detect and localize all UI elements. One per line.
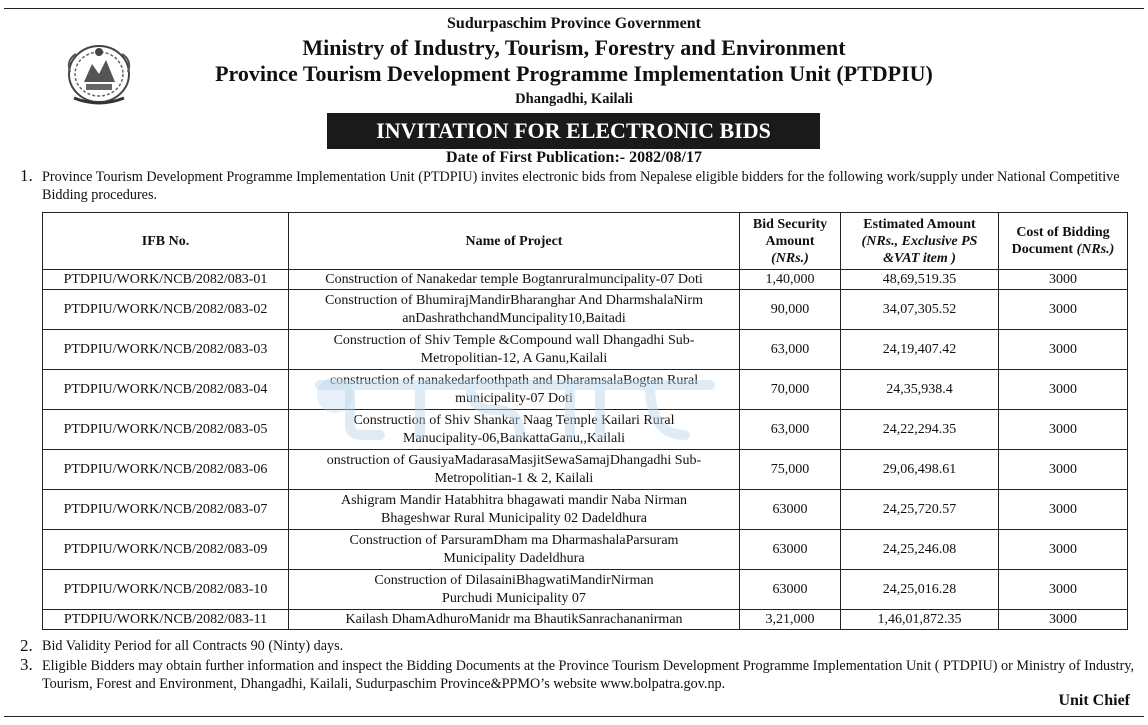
header-ifb: IFB No. [43, 213, 289, 270]
ifb-cell: PTDPIU/WORK/NCB/2082/083-05 [43, 410, 289, 450]
estimate-cell: 24,25,016.28 [841, 570, 999, 610]
header-cost-line2: Document [1011, 242, 1074, 257]
estimate-cell: 48,69,519.35 [841, 270, 999, 290]
security-cell: 70,000 [740, 370, 841, 410]
cost-cell: 3000 [999, 290, 1128, 330]
security-cell: 63,000 [740, 410, 841, 450]
header-estimate-line2: (NRs., Exclusive PS [861, 233, 978, 249]
project-cell [289, 610, 740, 630]
security-cell: 63000 [740, 570, 841, 610]
header-security-unit: (NRs.) [771, 250, 809, 266]
project-line1: Construction of DilasainiBhagwatiMandirNirman [374, 572, 654, 588]
cost-cell: 3000 [999, 330, 1128, 370]
project-line2: Metropolitian-12, A Ganu,Kailali [420, 350, 608, 366]
project-line1: Construction of ParsuramDham ma DharmashalaParsuram [349, 532, 679, 548]
project-line1: Construction of Shiv Shankar Naag Temple Kailari Rural [353, 412, 675, 428]
project-line2: Manucipality-06,BankattaGanu,,Kailali [403, 430, 625, 446]
project-line1: onstruction of GausiyaMadarasaMasjitSewaSamajDhangadhi Sub- [326, 452, 702, 468]
ministry-name: Ministry of Industry, Tourism, Forestry and Environment [302, 35, 846, 60]
table-row [43, 370, 1128, 410]
ifb-cell: PTDPIU/WORK/NCB/2082/083-10 [43, 570, 289, 610]
estimate-cell: 24,25,246.08 [841, 530, 999, 570]
cost-cell: 3000 [999, 490, 1128, 530]
table-row [43, 490, 1128, 530]
table-row [43, 290, 1128, 330]
ifb-cell: PTDPIU/WORK/NCB/2082/083-07 [43, 490, 289, 530]
security-cell: 63000 [740, 490, 841, 530]
ifb-cell: PTDPIU/WORK/NCB/2082/083-01 [43, 270, 289, 290]
project-line2: municipality-07 Doti [455, 390, 573, 406]
project-line2: anDashrathchandMuncipality10,Baitadi [402, 310, 626, 326]
cost-cell: 3000 [999, 370, 1128, 410]
project-line1: Construction of Shiv Temple &Compound wall Dhangadhi Sub- [333, 332, 695, 348]
bid-table [42, 212, 1128, 630]
cost-cell: 3000 [999, 270, 1128, 290]
security-cell: 75,000 [740, 450, 841, 490]
header-project: Name of Project [289, 213, 740, 270]
header-cost [999, 213, 1128, 270]
header-estimate-line1: Estimated Amount [863, 216, 976, 232]
table-row [43, 570, 1128, 610]
project-cell [289, 270, 740, 290]
invitation-paragraph: Province Tourism Development Programme Implementation Unit (PTDPIU) invites electronic bids from Nepalese eligible bidders for the following work/supply under National Competitive Bidding procedures. [42, 169, 1120, 203]
project-cell [289, 370, 740, 410]
header-cost-unit: (NRs.) [1076, 242, 1115, 257]
project-line1: Construction of Nanakedar temple Bogtanruralmuncipality-07 Doti [325, 271, 703, 287]
header-security-line1: Bid Security [752, 216, 828, 232]
estimate-cell: 24,35,938.4 [841, 370, 999, 410]
information-paragraph: Eligible Bidders may obtain further information and inspect the Bidding Documents at the Province Tourism Development Programme Implementation Unit ( PTDPIU) or Ministry of Industry, Tourism, Forest and Environment, Dhangadhi, Kailali, Sudurpaschim Province&PPMO’s website www.bolpatra.gov.np. [42, 658, 1135, 692]
header-security-line2: Amount [765, 233, 815, 249]
header-estimate-line3: &VAT item ) [883, 250, 956, 266]
project-line2: Purchudi Municipality 07 [442, 590, 586, 606]
project-line2: Metropolitian-1 & 2, Kailali [434, 470, 594, 486]
ifb-cell: PTDPIU/WORK/NCB/2082/083-06 [43, 450, 289, 490]
table-row [43, 410, 1128, 450]
project-cell [289, 570, 740, 610]
estimate-cell: 24,22,294.35 [841, 410, 999, 450]
estimate-cell: 24,19,407.42 [841, 330, 999, 370]
paragraph-number: 3. [20, 655, 33, 674]
paragraph-number: 1. [20, 166, 33, 185]
paragraph-number: 2. [20, 636, 33, 655]
project-cell [289, 330, 740, 370]
project-cell [289, 450, 740, 490]
security-cell: 1,40,000 [740, 270, 841, 290]
cost-cell: 3000 [999, 530, 1128, 570]
ifb-cell: PTDPIU/WORK/NCB/2082/083-02 [43, 290, 289, 330]
project-cell [289, 410, 740, 450]
security-cell: 3,21,000 [740, 610, 841, 630]
project-line1: construction of nanakedarfoothpath and DharamsalaBogtan Rural [329, 372, 699, 388]
signatory: Unit Chief [1058, 692, 1130, 709]
unit-name: Province Tourism Development Programme Implementation Unit (PTDPIU) [215, 61, 933, 86]
header-security [740, 213, 841, 270]
estimate-cell: 1,46,01,872.35 [841, 610, 999, 630]
ifb-cell: PTDPIU/WORK/NCB/2082/083-09 [43, 530, 289, 570]
publication-date: Date of First Publication:- 2082/08/17 [446, 149, 702, 166]
bottom-rule [4, 716, 1144, 717]
table-row [43, 450, 1128, 490]
project-line1: Construction of BhumirajMandirBharanghar And DharmshalaNirm [325, 292, 703, 308]
estimate-cell: 24,25,720.57 [841, 490, 999, 530]
cost-cell: 3000 [999, 450, 1128, 490]
notice-title: INVITATION FOR ELECTRONIC BIDS [327, 113, 820, 149]
project-cell [289, 290, 740, 330]
estimate-cell: 34,07,305.52 [841, 290, 999, 330]
project-line1: Ashigram Mandir Hatabhitra bhagawati mandir Naba Nirman [340, 492, 687, 508]
security-cell: 63,000 [740, 330, 841, 370]
table-header-row [43, 213, 1128, 270]
table-row [43, 610, 1128, 630]
header-estimate [841, 213, 999, 270]
table-row [43, 270, 1128, 290]
project-line2: Bhageshwar Rural Municipality 02 Dadeldhura [381, 510, 647, 526]
ifb-cell: PTDPIU/WORK/NCB/2082/083-11 [43, 610, 289, 630]
project-cell [289, 490, 740, 530]
office-location: Dhangadhi, Kailali [515, 91, 633, 107]
project-line2: Municipality Dadeldhura [443, 550, 585, 566]
project-line1: Kailash DhamAdhuroManidr ma BhautikSanrachananirman [345, 611, 683, 627]
table-row [43, 530, 1128, 570]
ifb-cell: PTDPIU/WORK/NCB/2082/083-04 [43, 370, 289, 410]
cost-cell: 3000 [999, 410, 1128, 450]
cost-cell: 3000 [999, 570, 1128, 610]
government-name: Sudurpaschim Province Government [447, 15, 701, 32]
bid-validity-paragraph: Bid Validity Period for all Contracts 90 (Ninty) days. [42, 638, 344, 654]
project-cell [289, 530, 740, 570]
security-cell: 90,000 [740, 290, 841, 330]
header-cost-line1: Cost of Bidding [1016, 225, 1110, 240]
top-rule [4, 8, 1144, 9]
table-row [43, 330, 1128, 370]
security-cell: 63000 [740, 530, 841, 570]
estimate-cell: 29,06,498.61 [841, 450, 999, 490]
ifb-cell: PTDPIU/WORK/NCB/2082/083-03 [43, 330, 289, 370]
cost-cell: 3000 [999, 610, 1128, 630]
